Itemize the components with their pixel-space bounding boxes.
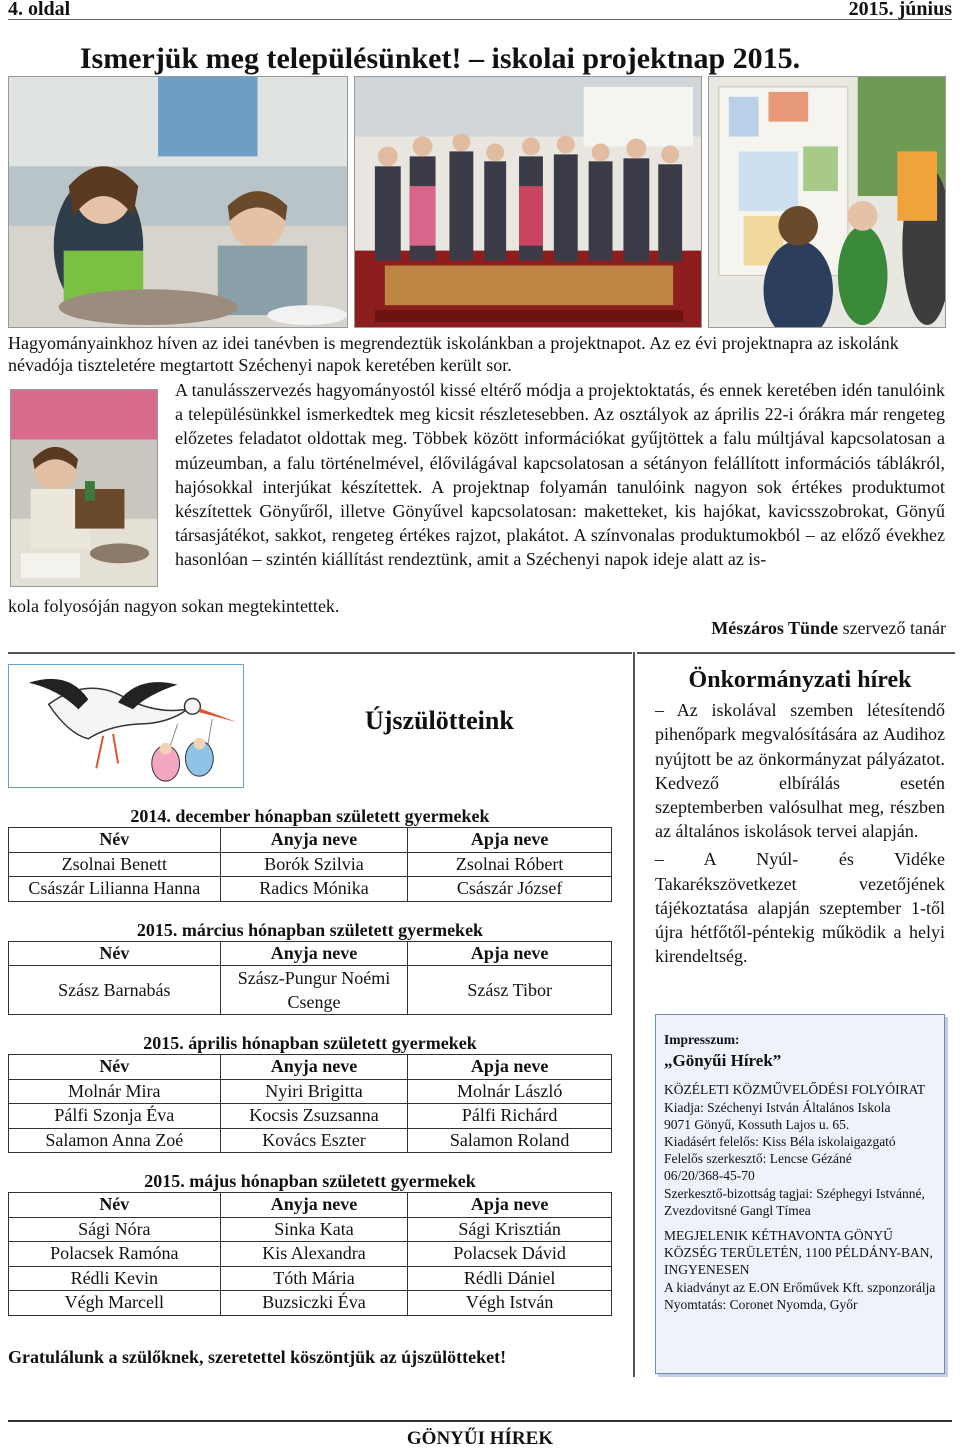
news-title: Önkormányzati hírek bbox=[688, 667, 912, 693]
col-mother: Anyja neve bbox=[220, 941, 408, 966]
impresszum-line: A kiadványt az E.ON Erőművek Kft. szponzorálja bbox=[664, 1279, 936, 1295]
table-row bbox=[9, 1266, 612, 1291]
births-table bbox=[8, 1054, 612, 1153]
table-row bbox=[9, 877, 612, 902]
table-row bbox=[9, 852, 612, 877]
cell-name: Végh Marcell bbox=[9, 1291, 221, 1316]
col-mother: Anyja neve bbox=[220, 1193, 408, 1218]
col-father: Apja neve bbox=[408, 1193, 612, 1218]
article-signature bbox=[711, 618, 946, 639]
page-header bbox=[8, 0, 952, 20]
author-role: szervező tanár bbox=[838, 618, 946, 638]
cell-father: Sági Krisztián bbox=[408, 1217, 612, 1242]
exhibition-photo bbox=[708, 76, 946, 328]
impresszum-line: 06/20/368-45-70 bbox=[664, 1168, 755, 1184]
col-mother: Anyja neve bbox=[220, 828, 408, 853]
cell-mother: Borók Szilvia bbox=[220, 852, 408, 877]
cell-father: Molnár László bbox=[408, 1079, 612, 1104]
cell-name: Császár Lilianna Hanna bbox=[9, 877, 221, 902]
col-father: Apja neve bbox=[408, 1055, 612, 1080]
page-number: 4. oldal bbox=[8, 0, 71, 20]
cell-name: Molnár Mira bbox=[9, 1079, 221, 1104]
table-header-row bbox=[9, 1193, 612, 1218]
impresszum-line: Kiadja: Széchenyi István Általános Iskola bbox=[664, 1099, 891, 1115]
boy-crafting-photo bbox=[10, 389, 158, 587]
col-name: Név bbox=[9, 1055, 221, 1080]
births-title: Újszülötteink bbox=[365, 706, 514, 735]
cell-father: Salamon Roland bbox=[408, 1128, 612, 1153]
col-name: Név bbox=[9, 941, 221, 966]
table-row bbox=[9, 1128, 612, 1153]
congratulations-text: Gratulálunk a szülőknek, szeretettel köszöntjük az újszülötteket! bbox=[8, 1347, 507, 1367]
table-header-row bbox=[9, 1055, 612, 1080]
column-divider bbox=[633, 652, 635, 1377]
cell-mother: Buzsiczki Éva bbox=[220, 1291, 408, 1316]
cell-name: Rédli Kevin bbox=[9, 1266, 221, 1291]
impresszum-line: Kiadásért felelős: Kiss Béla iskolaigazgató bbox=[664, 1134, 896, 1150]
cell-mother: Kocsis Zsuzsanna bbox=[220, 1104, 408, 1129]
impresszum-line: Nyomtatás: Coronet Nyomda, Győr bbox=[664, 1296, 858, 1312]
table-row bbox=[9, 1217, 612, 1242]
group-heading: 2015. április hónapban született gyermekek bbox=[143, 1033, 477, 1053]
table-row bbox=[9, 966, 612, 1015]
stork-illustration bbox=[8, 664, 244, 788]
cell-name: Szász Barnabás bbox=[9, 966, 221, 1015]
col-name: Név bbox=[9, 828, 221, 853]
author-name: Mészáros Tünde bbox=[711, 618, 839, 638]
article-intro: Hagyományainkhoz híven az idei tanévben is megrendeztük iskolánkban a projektnapot. Az ez évi projektnapra az iskolánk névadója tiszteletére megtartott Széchenyi napok keretében került sor. bbox=[8, 333, 899, 375]
cell-father: Zsolnai Róbert bbox=[408, 852, 612, 877]
publication-name: „Gönyűi Hírek” bbox=[664, 1051, 782, 1071]
cell-mother: Radics Mónika bbox=[220, 877, 408, 902]
municipal-news bbox=[655, 668, 945, 972]
article-tail: kola folyosóján nagyon sokan megtekintettek. bbox=[8, 596, 340, 616]
cell-mother: Kovács Eszter bbox=[220, 1128, 408, 1153]
cell-mother: Sinka Kata bbox=[220, 1217, 408, 1242]
cell-mother: Nyiri Brigitta bbox=[220, 1079, 408, 1104]
group-heading: 2015. május hónapban született gyermekek bbox=[144, 1171, 476, 1191]
group-heading: 2015. március hónapban született gyermekek bbox=[136, 919, 484, 940]
col-mother: Anyja neve bbox=[220, 1055, 408, 1080]
article-body: A tanulásszervezés hagyományostól kissé eltérő módja a projektoktatás, és ennek keretében idén tanulóink a településünkkel ismerkedtek meg kicsit részletesebben. Az osztályok az április 22-i órákra már rengeteg előzetes feladatot oldottak meg. Többek között információkat gyűjtöttek a falu múltjával kapcsolatosan a múzeumban, a falu történelmével, élővilágával kapcsolatosan a sétányon felállított információs táblákról, hajósokkal interjúkat készítettek. A projektnap folyamán tanulóink nagyon sok értékes produktumot készítettek Gönyűről, illetve Gönyűvel kapcsolatosan: maketteket, kis hajókat, kavicsszobrokat, Gönyű társasjátékot, sakkot, rengeteg értékes rajzot, plakátot. A színvonalas produktumokból – az előző évekhez hasonlóan – szintén kiállítást rendeztünk, amit a Széchenyi napok ideje alatt az is- bbox=[175, 380, 945, 570]
section-divider bbox=[8, 652, 632, 654]
ship-engine-room-photo bbox=[354, 76, 702, 328]
impresszum-line: KÖZÉLETI KÖZMŰVELŐDÉSI FOLYÓIRAT bbox=[664, 1082, 926, 1098]
cell-name: Polacsek Ramóna bbox=[9, 1242, 221, 1267]
page-footer: GÖNYŰI HÍREK bbox=[8, 1420, 952, 1450]
group-heading: 2014. december hónapban született gyermekek bbox=[130, 806, 490, 826]
births-table bbox=[8, 941, 612, 1016]
table-row bbox=[9, 1104, 612, 1129]
impresszum-line: 9071 Gönyű, Kossuth Lajos u. 65. bbox=[664, 1116, 850, 1132]
cell-father: Császár József bbox=[408, 877, 612, 902]
cell-name: Zsolnai Benett bbox=[9, 852, 221, 877]
article-title: Ismerjük meg településünket! – iskolai projektnap 2015. bbox=[79, 42, 801, 75]
news-item: – Az iskolával szemben létesítendő pihenőpark megvalósítására az Audihoz nyújtott be az önkormányzat pályázatot. Kedvező elbírálás esetén szeptemberben valósulhat meg, részben az általános iskolások tervei alapján. bbox=[655, 700, 945, 842]
table-row bbox=[9, 1291, 612, 1316]
table-row bbox=[9, 1079, 612, 1104]
cell-father: Polacsek Dávid bbox=[408, 1242, 612, 1267]
table-row bbox=[9, 1242, 612, 1267]
section-divider-right bbox=[637, 652, 955, 654]
table-header-row bbox=[9, 828, 612, 853]
births-table bbox=[8, 827, 612, 902]
cell-father: Végh István bbox=[408, 1291, 612, 1316]
col-father: Apja neve bbox=[408, 941, 612, 966]
cell-name: Salamon Anna Zoé bbox=[9, 1128, 221, 1153]
table-header-row bbox=[9, 941, 612, 966]
news-item: – A Nyúl- és Vidéke Takarékszövetkezet vezetőjének tájékoztatása alapján szeptember 1-től újra hétfőtől-péntekig működik a helyi kirendeltség. bbox=[655, 849, 945, 967]
births-section bbox=[8, 806, 612, 1334]
impresszum-line: MEGJELENIK KÉTHAVONTA GÖNYŰ KÖZSÉG TERÜLETÉN, 1100 PÉLDÁNY-BAN, INGYENESEN bbox=[664, 1228, 933, 1278]
col-name: Név bbox=[9, 1193, 221, 1218]
children-crafting-photo bbox=[8, 76, 348, 328]
cell-mother: Tóth Mária bbox=[220, 1266, 408, 1291]
impresszum-label: Impresszum: bbox=[664, 1032, 740, 1047]
births-table bbox=[8, 1192, 612, 1316]
cell-mother: Kis Alexandra bbox=[220, 1242, 408, 1267]
impresszum-box bbox=[655, 1014, 945, 1374]
cell-father: Szász Tibor bbox=[408, 966, 612, 1015]
impresszum-line: Szerkesztő-bizottság tagjai: Széphegyi Istvánné, Zvezdovitsné Gangl Tímea bbox=[664, 1185, 925, 1218]
cell-father: Pálfi Richárd bbox=[408, 1104, 612, 1129]
cell-name: Pálfi Szonja Éva bbox=[9, 1104, 221, 1129]
cell-name: Sági Nóra bbox=[9, 1217, 221, 1242]
impresszum-line: Felelős szerkesztő: Lencse Gézáné bbox=[664, 1151, 852, 1167]
col-father: Apja neve bbox=[408, 828, 612, 853]
cell-father: Rédli Dániel bbox=[408, 1266, 612, 1291]
cell-mother: Szász-Pungur Noémi Csenge bbox=[220, 966, 408, 1015]
issue-date: 2015. június bbox=[848, 0, 952, 20]
